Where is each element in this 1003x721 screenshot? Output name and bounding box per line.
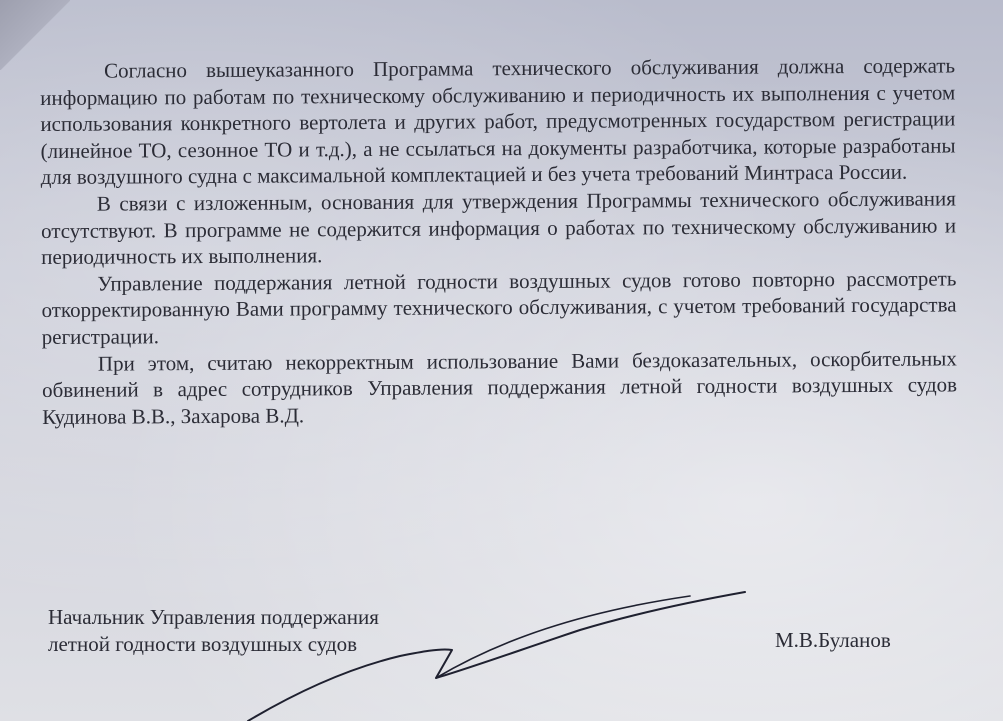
signatory-name: М.В.Буланов [775, 628, 891, 652]
letter-paragraph-1: Согласно вышеуказанного Программа технического обслуживания должна содержать информацию по работам по техническому обслуживанию и периодичность их выполнения с учетом использования конкретного вертолета и других работ, предусмотренных государством регистрации (линейное ТО, сезонное ТО и т.д.), а не ссылаться на документы разработчика, которые разработаны для воздушного судна с максимальной комплектацией и без учета требований Минтраса России. [40, 53, 956, 190]
letter-paragraph-4: При этом, считаю некорректным использование Вами бездоказательных, оскорбительных обвинений в адрес сотрудников Управления поддержания летной годности воздушных судов Кудинова В.В., Захарова В.Д. [41, 345, 958, 429]
letter-paragraph-3: Управление поддержания летной годности воздушных судов готово повторно рассмотреть откорректированную Вами программу технического обслуживания, с учетом требований государства регистрации. [41, 266, 957, 349]
letter-paragraph-2: В связи с изложенным, основания для утверждения Программы технического обслуживания отсутствуют. В программе не содержится информация о работах по техническому обслуживанию и периодичность их выполнения. [40, 186, 957, 270]
signatory-title-line-1: Начальник Управления поддержания [48, 605, 379, 629]
signatory-title-line-2: летной годности воздушных судов [48, 632, 358, 656]
